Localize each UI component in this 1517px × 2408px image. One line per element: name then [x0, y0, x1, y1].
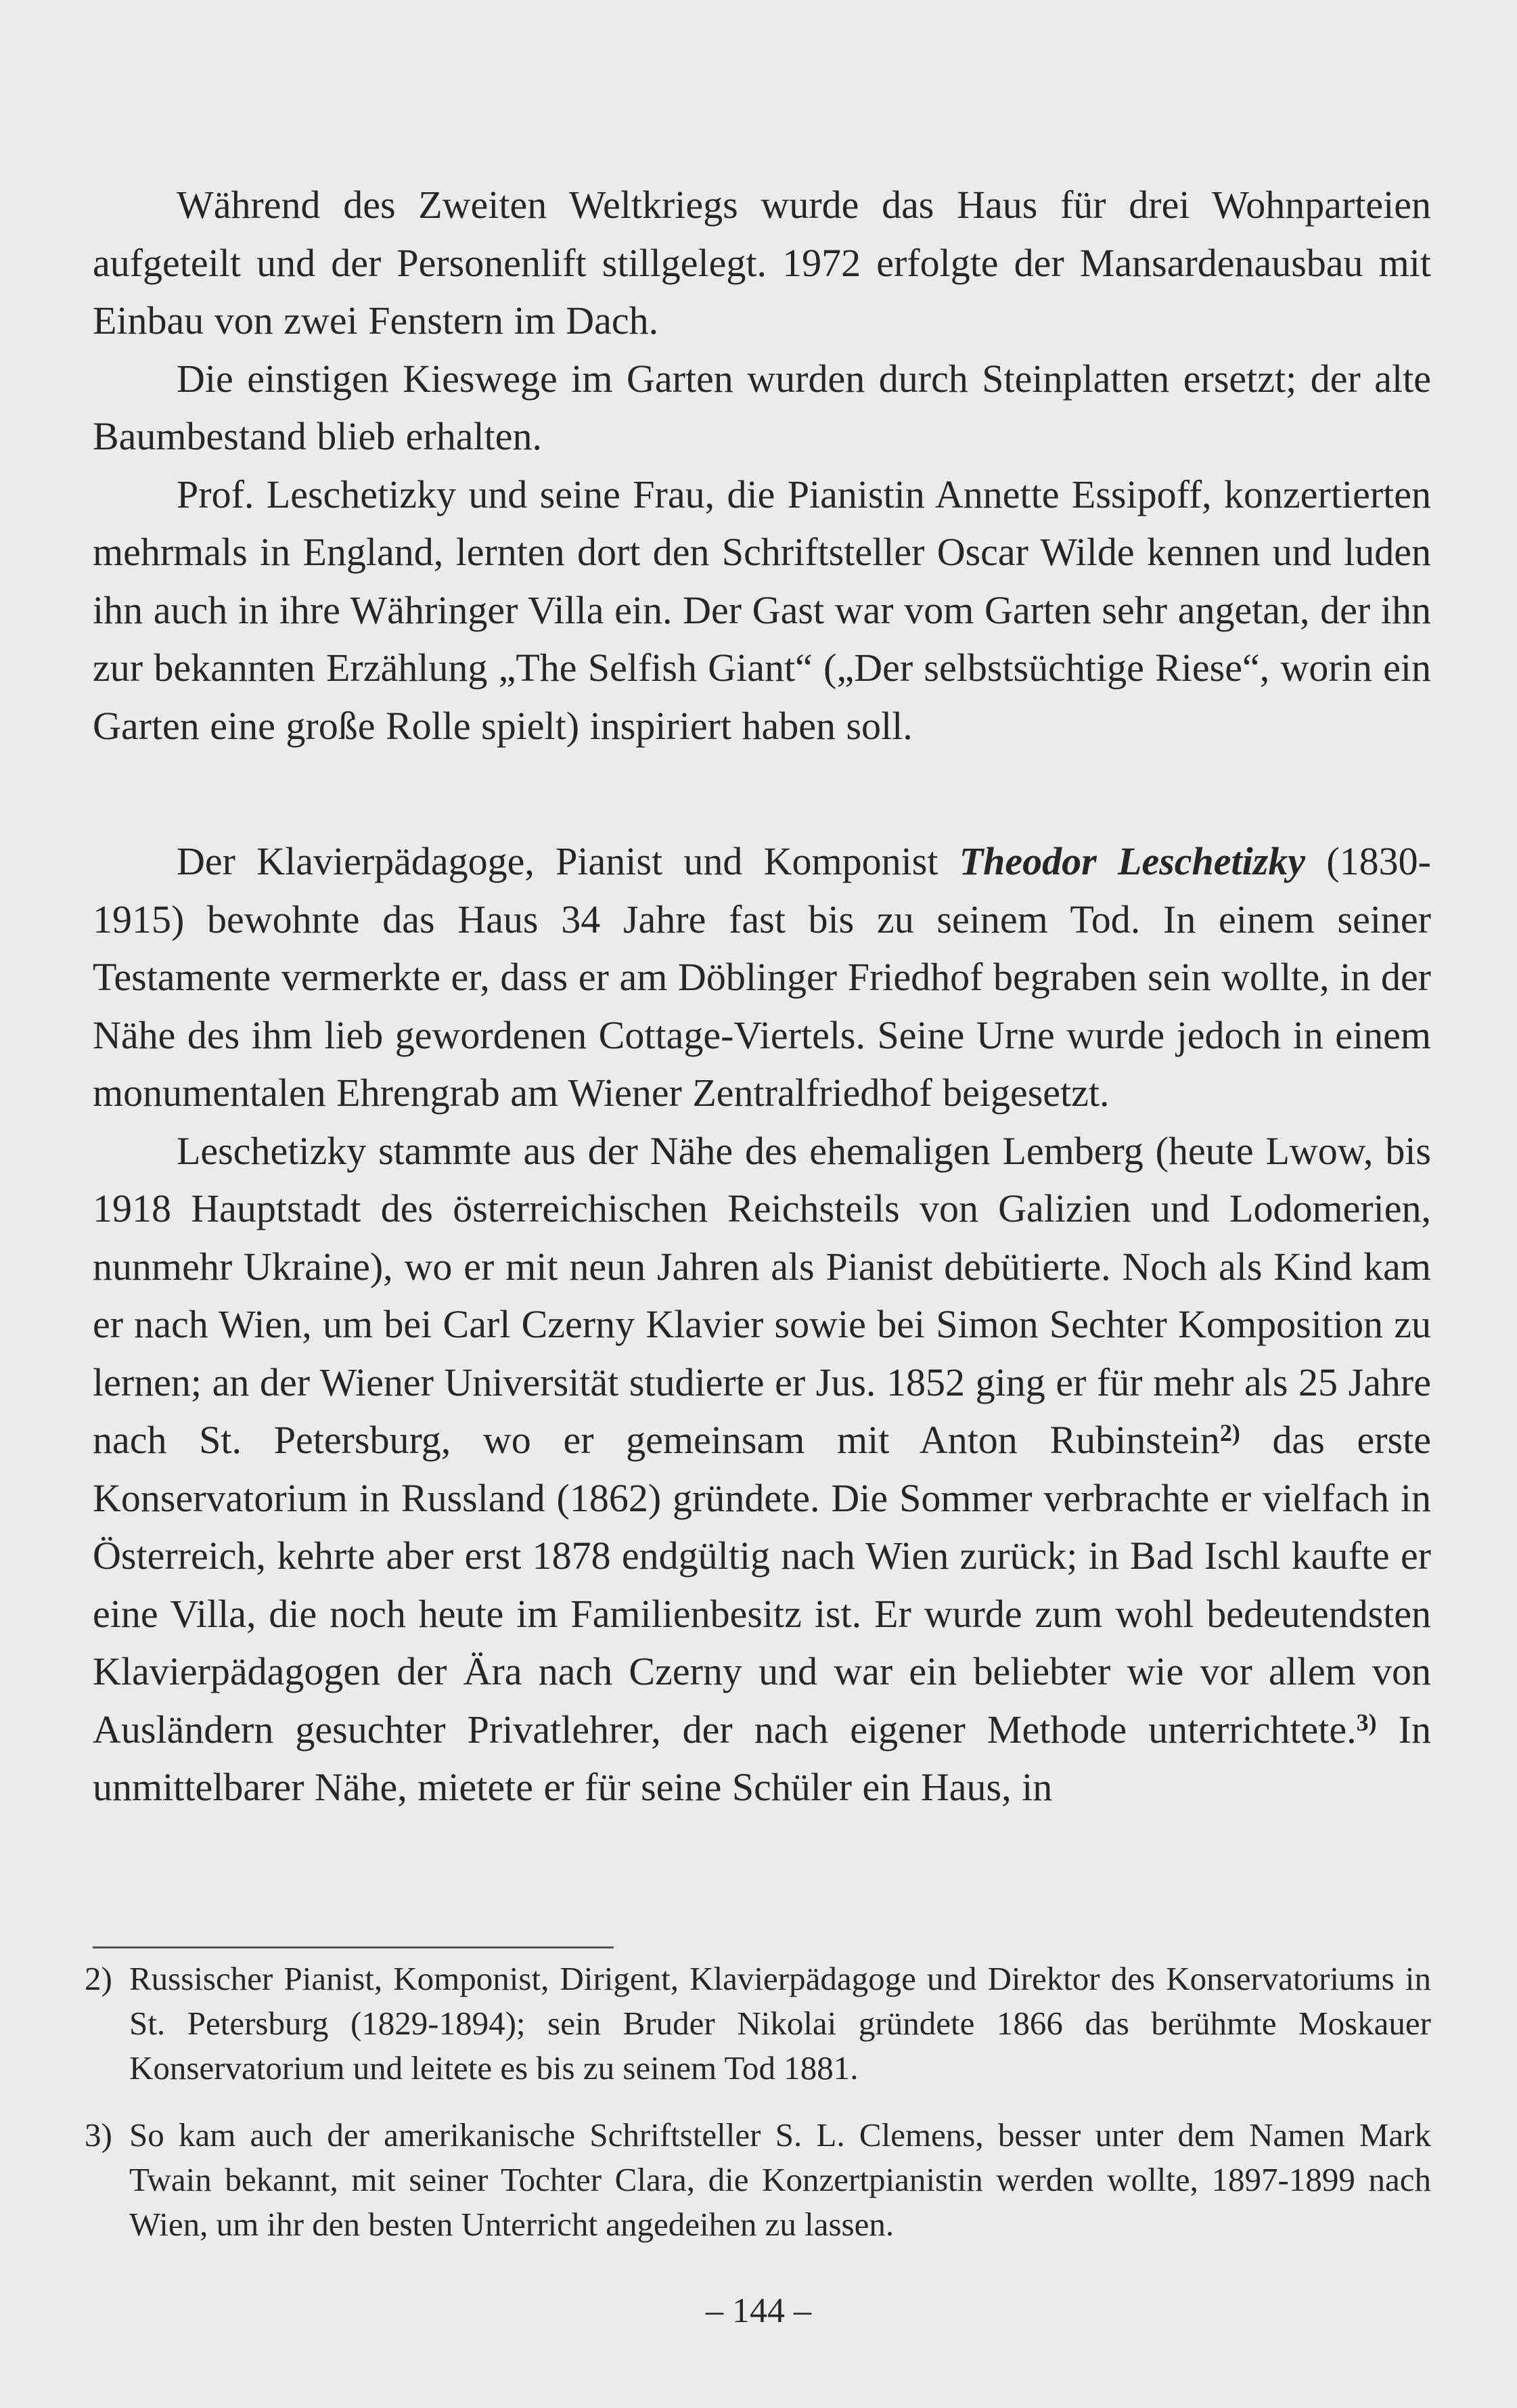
- footnote-reference-3[interactable]: 3): [1356, 1708, 1377, 1736]
- intro-text-start: Der Klavierpädagoge, Pianist und Komponist: [177, 839, 959, 883]
- footnote-number: 2): [85, 1960, 112, 1997]
- paragraph-wartime-division: Während des Zweiten Weltkriegs wurde das Haus für drei Wohnparteien aufgeteilt und der Personenlift stillgelegt. 1972 erfolgte der Mansardenausbau mit Einbau von zwei Fenstern im Dach.: [93, 183, 1431, 342]
- footnotes: [85, 1957, 1431, 2247]
- footnote-2: [85, 1957, 1431, 2091]
- section-garden-history: [93, 176, 1431, 755]
- page-number: – 144 –: [706, 2292, 811, 2330]
- paragraph-leschetizky-intro: [93, 832, 1431, 1122]
- paragraph-garden-paths: Die einstigen Kieswege im Garten wurden durch Steinplatten ersetzt; der alte Baumbestand blieb erhalten.: [93, 356, 1431, 458]
- footnote-divider: [93, 1946, 614, 1948]
- paragraph-leschetizky-biography: [93, 1122, 1431, 1816]
- paragraph-oscar-wilde: Prof. Leschetizky und seine Frau, die Pianistin Annette Essipoff, konzertierten mehrmals in England, lernten dort den Schriftsteller Oscar Wilde kennen und luden ihn auch in ihre Währinger Villa ein. Der Gast war vom Garten sehr angetan, der ihn zur bekannten Erzählung „The Selfish Giant“ („Der selbstsüchtige Riese“, worin ein Garten eine große Rolle spielt) inspiriert haben soll.: [93, 472, 1431, 748]
- intro-text-end: (1830-1915) bewohnte das Haus 34 Jahre fast bis zu seinem Tod. In einem seiner Testamente vermerkte er, dass er am Döblinger Friedhof begraben sein wollte, in der Nähe des ihm lieb gewordenen Cottage-Viertels. Seine Urne wurde jedoch in einem monumentalen Ehrengrab am Wiener Zentralfriedhof beigesetzt.: [93, 839, 1431, 1115]
- footnote-text: Russischer Pianist, Komponist, Dirigent, Klavierpädagoge und Direktor des Konservatoriums in St. Petersburg (1829-1894); sein Bruder Nikolai gründete 1866 das berühmte Moskauer Konservatorium und leitete es bis zu seinem Tod 1881.: [129, 1960, 1431, 2087]
- section-leschetizky: [93, 832, 1431, 1816]
- person-name-theodor-leschetizky: Theodor Leschetizky: [959, 839, 1306, 883]
- footnote-reference-2[interactable]: 2): [1219, 1419, 1240, 1446]
- biography-text-part-2: das erste Konservatorium in Russland (1862) gründete. Die Sommer verbrachte er vielfach in Österreich, kehrte aber erst 1878 endgültig nach Wien zurück; in Bad Ischl kaufte er eine Villa, die noch heute im Familienbesitz ist. Er wurde zum wohl bedeutendsten Klavierpädagogen der Ära nach Czerny und war ein beliebter wie vor allem von Ausländern gesuchter Privatlehrer, der nach eigener Methode unterrichtete.: [93, 1418, 1431, 1752]
- biography-text-part-3: In unmittelbarer Nähe, mietete er für seine Schüler ein Haus, in: [93, 1707, 1431, 1809]
- footnote-3: [85, 2113, 1431, 2247]
- biography-text-part-1: Leschetizky stammte aus der Nähe des ehemaligen Lemberg (heute Lwow, bis 1918 Hauptstadt des österreichischen Reichsteils von Galizien und Lodomerien, nunmehr Ukraine), wo er mit neun Jahren als Pianist debütierte. Noch als Kind kam er nach Wien, um bei Carl Czerny Klavier sowie bei Simon Sechter Komposition zu lernen; an der Wiener Universität studierte er Jus. 1852 ging er für mehr als 25 Jahre nach St. Petersburg, wo er gemeinsam mit Anton Rubinstein: [93, 1128, 1431, 1462]
- footnote-number: 3): [85, 2116, 112, 2154]
- footnote-text: So kam auch der amerikanische Schriftsteller S. L. Clemens, besser unter dem Namen Mark Twain bekannt, mit seiner Tochter Clara, die Konzertpianistin werden wollte, 1897-1899 nach Wien, um ihr den besten Unterricht angedeihen zu lassen.: [129, 2116, 1431, 2243]
